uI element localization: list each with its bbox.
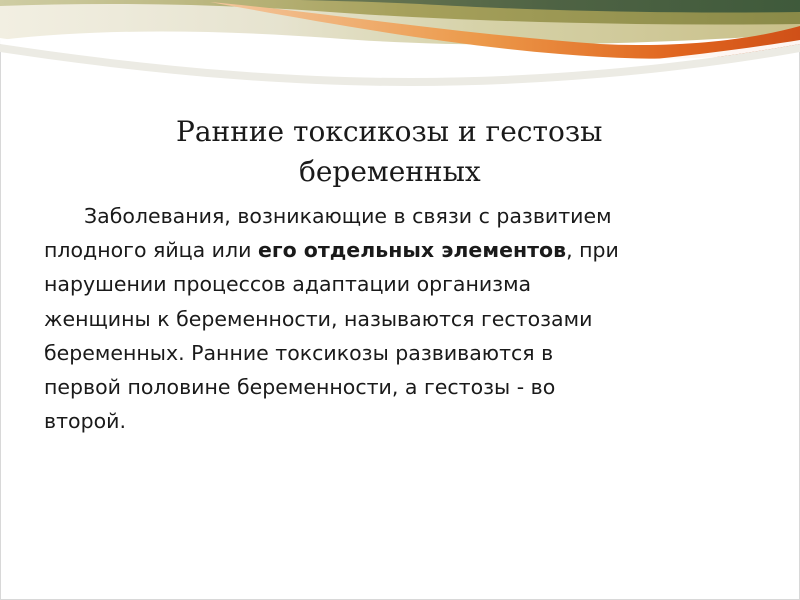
slide-body-text [44,199,764,438]
body-line [44,302,764,336]
slide-title-line: Ранние токсикозы и гестозы [176,115,603,148]
body-line [44,233,764,267]
body-line [44,199,764,233]
body-line [44,336,764,370]
body-text-segment: женщины к беременности, называются гестозами [44,306,593,331]
body-text-segment: беременных. Ранние токсикозы развиваются в [44,340,554,365]
header-wave-decoration [0,0,800,100]
body-text-segment: второй. [44,409,126,434]
body-text-segment: Заболевания, возникающие в связи с развитием [84,204,612,228]
header-white-wave [0,38,800,78]
body-text-segment: , при [566,238,619,263]
body-line [44,404,764,438]
slide-title-line: беременных [299,155,481,188]
body-line [44,267,764,301]
body-text-segment: первой половине беременности, а гестозы - во [44,375,556,400]
body-text-segment: плодного яйца или [44,238,258,263]
body-text-segment: нарушении процессов адаптации организма [44,272,532,297]
body-emphasis-text: его отдельных элементов [257,238,567,263]
slide-title [150,112,710,192]
body-line [44,370,764,404]
